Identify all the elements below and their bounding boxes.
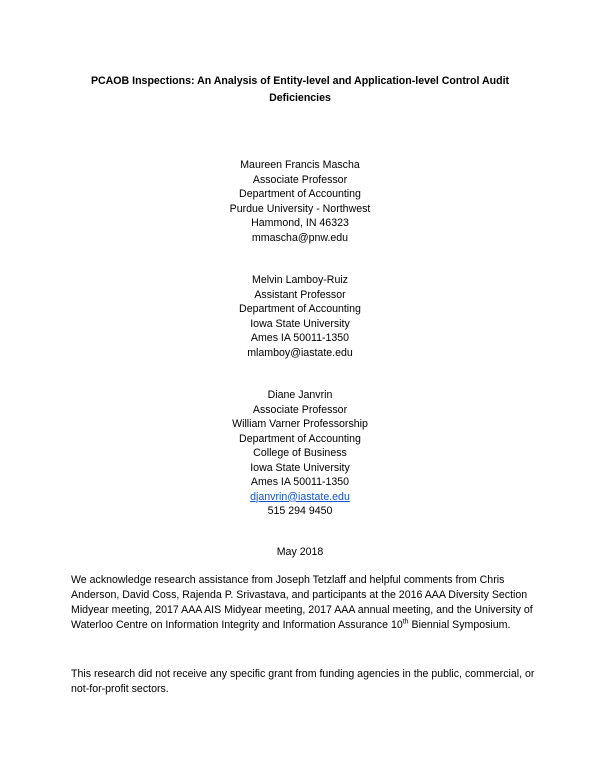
author-department: Department of Accounting xyxy=(239,432,361,445)
author-university: Iowa State University xyxy=(250,461,350,474)
author-name: Diane Janvrin xyxy=(267,389,333,401)
author-college: College of Business xyxy=(253,447,347,459)
author-title: Associate Professor xyxy=(252,173,348,186)
author-block-lamboy-ruiz xyxy=(150,273,450,360)
author-title: Associate Professor xyxy=(252,403,348,416)
author-department: Department of Accounting xyxy=(239,188,361,200)
paper-title-line-1: PCAOB Inspections: An Analysis of Entity-level and Application-level Control Audit xyxy=(90,75,510,87)
author-block-mascha xyxy=(150,158,450,245)
author-email-link[interactable]: djanvrin@iastate.edu xyxy=(250,490,350,503)
acknowledgment-superscript: th xyxy=(402,618,409,626)
author-university: Purdue University - Northwest xyxy=(229,202,371,215)
author-title: Assistant Professor xyxy=(254,288,346,301)
author-email: mmascha@pnw.edu xyxy=(251,231,349,244)
author-university: Iowa State University xyxy=(250,317,350,330)
author-name: Maureen Francis Mascha xyxy=(240,159,360,171)
author-professorship: William Varner Professorship xyxy=(232,418,368,430)
author-email: mlamboy@iastate.edu xyxy=(247,346,353,359)
funding-statement: This research did not receive any specific grant from funding agencies in the public, commercial, or not-for-profit sectors. xyxy=(71,668,535,695)
paper-title-line-2: Deficiencies xyxy=(269,92,331,104)
author-name: Melvin Lamboy-Ruiz xyxy=(252,274,348,286)
acknowledgment-text: We acknowledge research assistance from Joseph Tetzlaff and helpful comments from Chris Anderson, David Coss, Rajenda P. Srivastava, and participants at the 2016 AAA Diversity Section Midyear meeting, 2017 AAA AIS Midyear meeting, 2017 AAA annual meeting, and the University of Waterloo Centre on Information Integrity and Information Assurance 10 xyxy=(71,574,533,631)
publication-date: May 2018 xyxy=(276,546,324,558)
author-location: Ames IA 50011-1350 xyxy=(250,332,350,344)
author-block-janvrin xyxy=(150,388,450,519)
author-department: Department of Accounting xyxy=(239,303,361,315)
author-location: Ames IA 50011-1350 xyxy=(250,476,350,488)
author-phone: 515 294 9450 xyxy=(267,505,333,517)
author-location: Hammond, IN 46323 xyxy=(251,217,349,229)
acknowledgment-text-end: Biennial Symposium. xyxy=(408,619,511,631)
paper-title xyxy=(60,73,540,107)
acknowledgment-paragraph xyxy=(71,573,541,633)
